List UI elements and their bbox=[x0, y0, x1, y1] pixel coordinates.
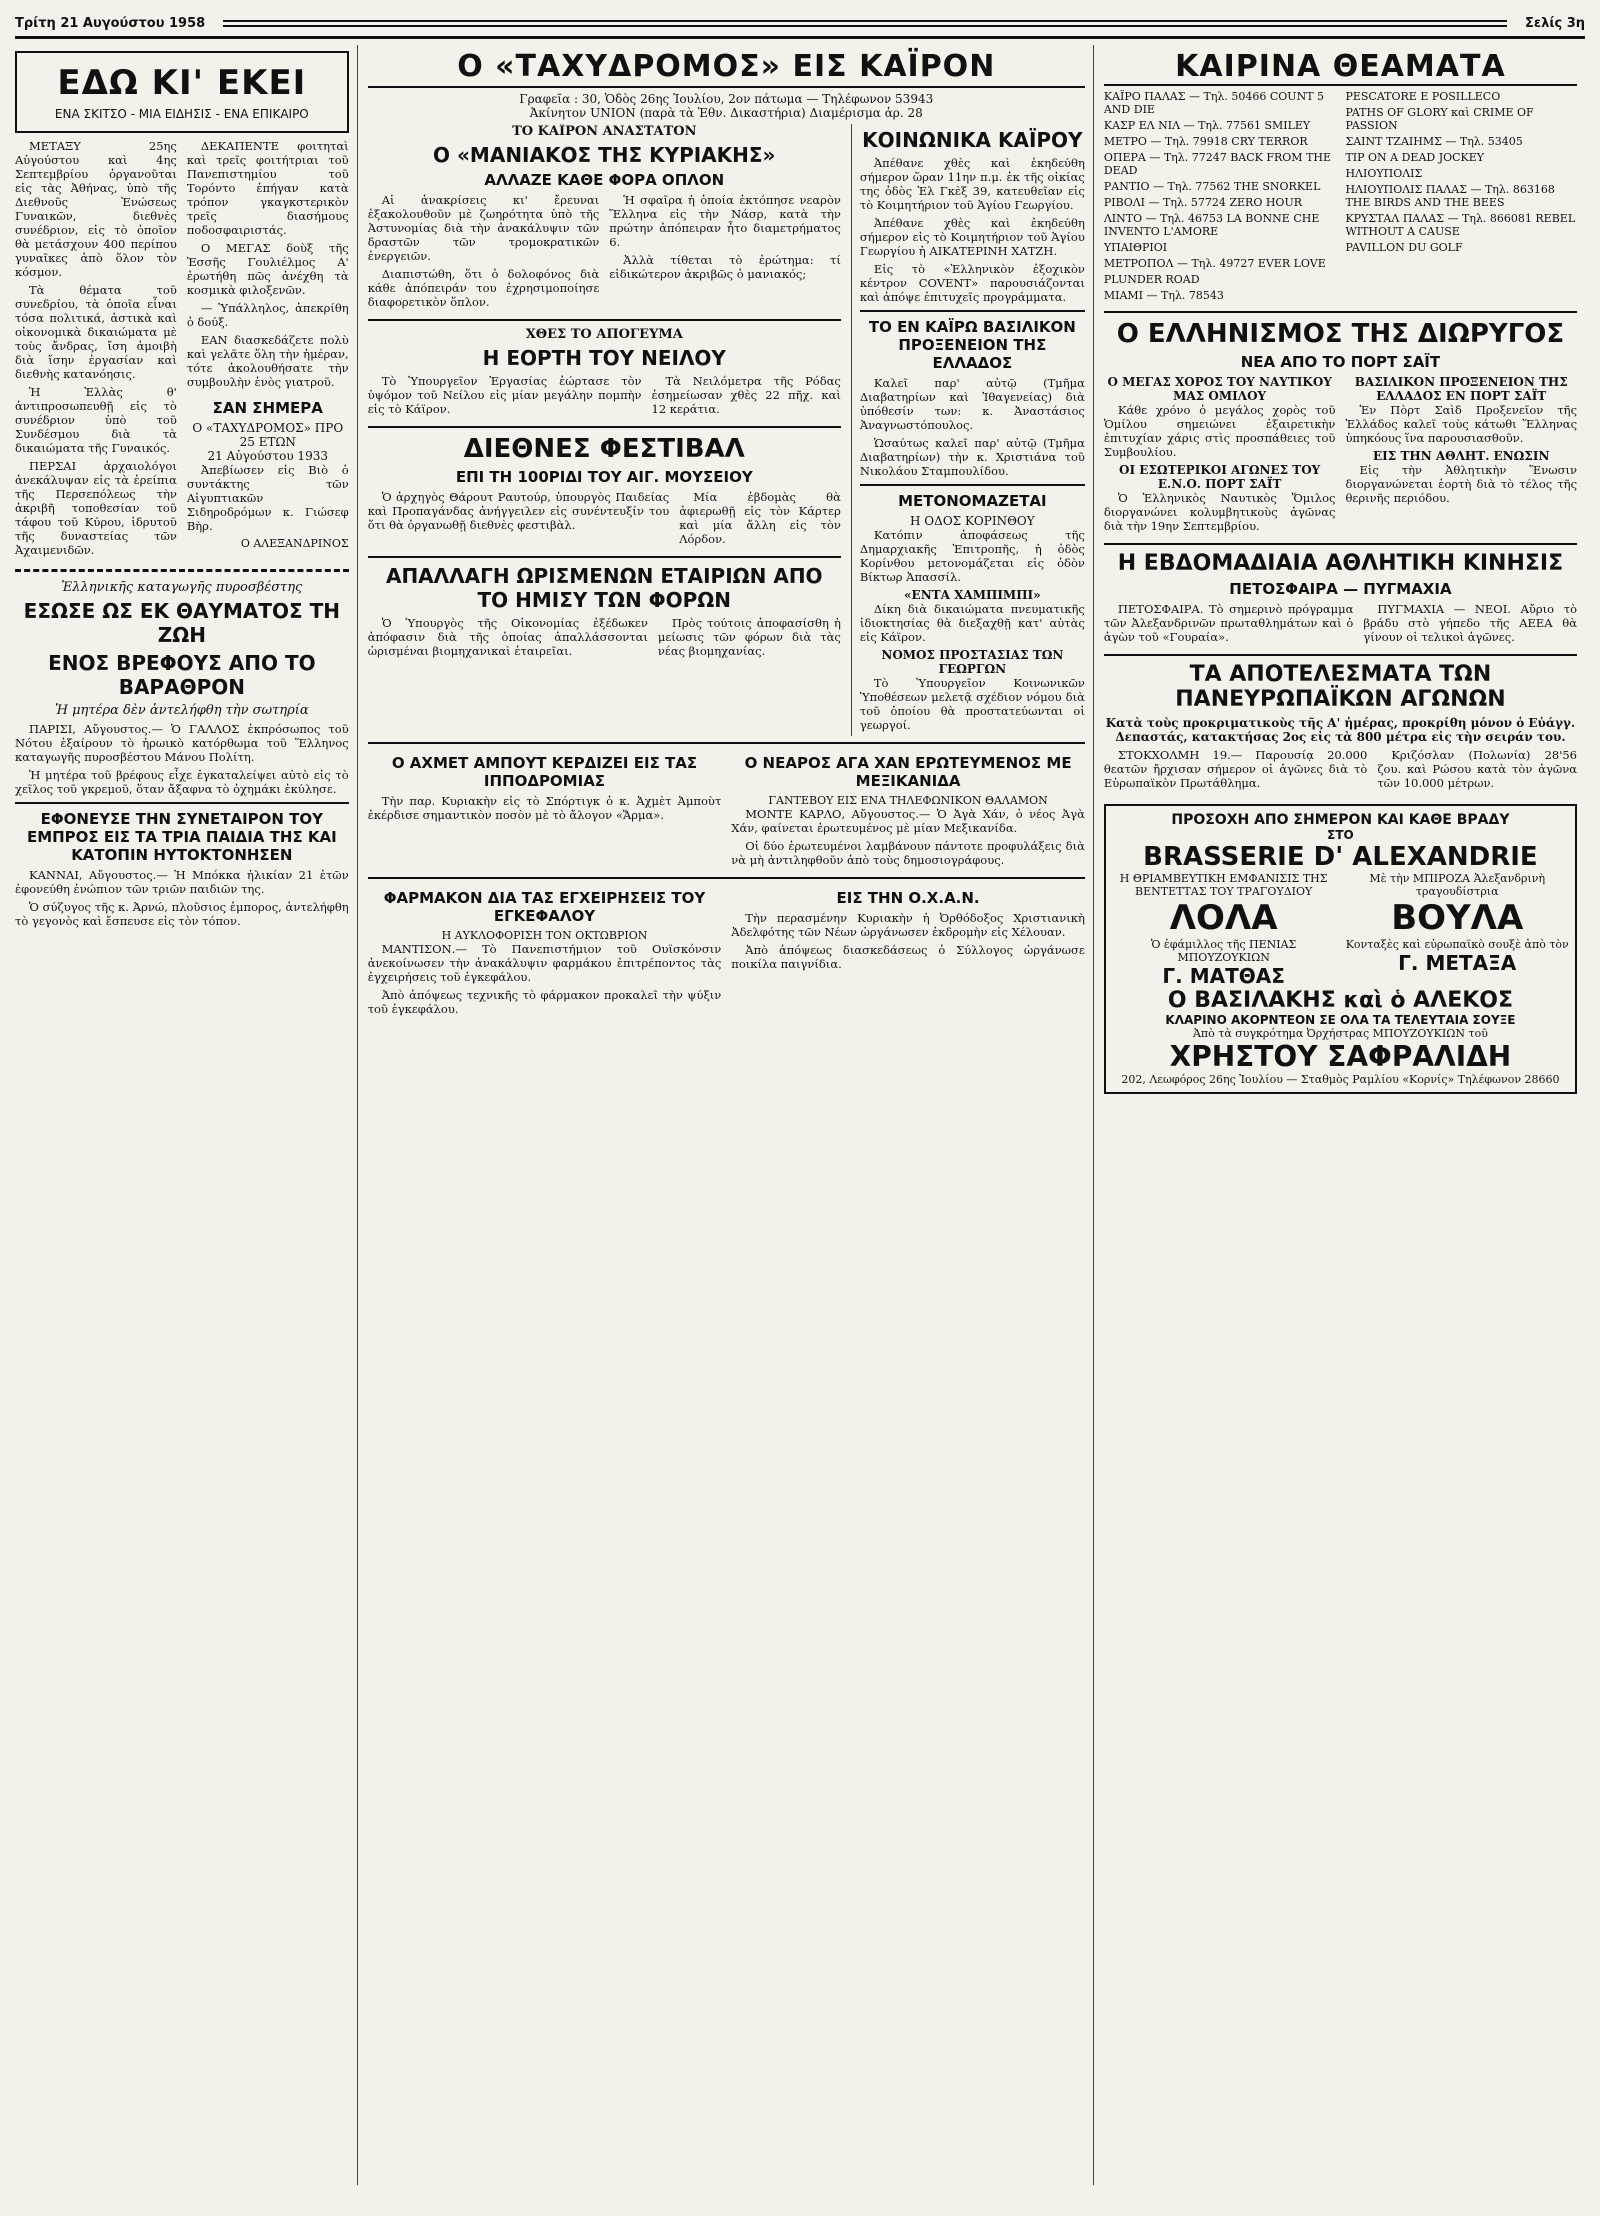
edo-subtitle: ΕΝΑ ΣΚΙΤΣΟ - ΜΙΑ ΕΙΔΗΣΙΣ - ΕΝΑ ΕΠΙΚΑΙΡΟ bbox=[54, 107, 309, 121]
cinema-listing: ΥΠΑΙΘΡΙΟΙ bbox=[1103, 241, 1168, 254]
taxydromos-address: Ἀκίνητον UNION (παρὰ τὰ Ἐθν. Δικαστήρια) Διαμέρισμα ἀρ. 28 bbox=[529, 106, 923, 120]
enosi-title: ΕΙΣ ΤΗΝ ΑΘΛΗΤ. ΕΝΩΣΙΝ bbox=[1373, 449, 1550, 463]
divider bbox=[860, 484, 1085, 486]
column-center bbox=[368, 45, 1094, 2185]
taxydromos-info: Γραφεῖα : 30, Ὁδὸς 26ης Ἰουλίου, 2ον πάτωμα — Τηλέφωνον 53943 bbox=[519, 92, 934, 106]
san-simera-signature: Ο ΑΛΕΞΑΝΔΡΙΝΟΣ bbox=[240, 537, 349, 550]
xthes-para: Τὰ Νειλόμετρα τῆς Ρόδας ἐσημείωσαν χθὲς 22 πῆχ. καὶ 12 κεράτια. bbox=[651, 374, 841, 416]
ad-r2: Κονταξὲς καὶ εὐρωπαϊκὸ σουξὲ ἀπὸ τὸν bbox=[1345, 938, 1569, 951]
metonom-subtitle: Η ΟΔΟΣ ΚΟΡΙΝΘΟΥ bbox=[910, 514, 1035, 528]
apallagi-para: Ὁ Ὑπουργὸς τῆς Οἰκονομίας ἐξέδωκεν ἀπόφασιν διὰ τῆς ὁποίας ἀπαλλάσσονται ὡρισμέναι βιομηχανικαὶ ἐταιρεῖαι. bbox=[367, 616, 648, 658]
cinema-listing: PESCATORE E POSILLECO bbox=[1345, 90, 1501, 103]
baby-subtitle: Ἡ μητέρα δὲν ἀντελήφθη τὴν σωτηρία bbox=[55, 703, 309, 718]
divider bbox=[368, 877, 1085, 879]
ad-address: 202, Λεωφόρος 26ης Ἰουλίου — Σταθμὸς Ραμλίου «Κορνίς» Τηλέφωνον 28660 bbox=[1121, 1073, 1560, 1086]
cinema-listing: ΚΑΣΡ ΕΛ ΝΙΛ — Τηλ. 77561 SMILEY bbox=[1103, 119, 1311, 132]
ad-top: ΠΡΟΣΟΧΗ ΑΠΟ ΣΗΜΕΡΟΝ ΚΑΙ ΚΑΘΕ ΒΡΑΔΥ bbox=[1171, 812, 1510, 828]
ad-klarino: ΚΛΑΡΙΝΟ ΑΚΟΡΝΤΕΟΝ ΣΕ ΟΛΑ ΤΑ ΤΕΛΕΥΤΑΙΑ ΣΟΥΞΕ bbox=[1165, 1013, 1516, 1027]
athlitiki-para: ΠΥΓΜΑΧΙΑ — ΝΕΟΙ. Αὔριο τὸ βράδυ στὸ γήπεδο τῆς ΑΕΕΑ θὰ γίνουν οἱ τελικοὶ ἀγῶνες. bbox=[1363, 602, 1577, 644]
issue-date: Τρίτη 21 Αυγούστου 1958 bbox=[15, 15, 206, 31]
divider bbox=[15, 569, 349, 572]
masthead bbox=[15, 10, 1585, 39]
baby-para: ΠΑΡΙΣΙ, Αὔγουστος.— Ὁ ΓΑΛΛΟΣ ἐκπρόσωπος τοῦ Νότου ἐξαίρουν τὸ ἡρωικὸ κατόρθωμα τοῦ Ἕλληνος καταγωγῆς πυροσβέστου Μάνου Πολίτη. bbox=[15, 722, 349, 764]
xthes-title: Η ΕΟΡΤΗ ΤΟΥ ΝΕΙΛΟΥ bbox=[482, 346, 726, 370]
ad-metaxas: Γ. ΜΕΤΑΞΑ bbox=[1398, 951, 1517, 975]
san-simera-sub: Ο «ΤΑΧΥΔΡΟΜΟΣ» ΠΡΟ 25 ΕΤΩΝ bbox=[192, 421, 344, 449]
apotelesmata-title: ΤΑ ΑΠΟΤΕΛΕΣΜΑΤΑ ΤΩΝ ΠΑΝΕΥΡΩΠΑΪΚΩΝ ΑΓΩΝΩΝ bbox=[1175, 662, 1506, 712]
edo-left-para: Τὰ θέματα τοῦ συνεδρίου, τὰ ὁποῖα εἶναι τόσα πολιτικά, ἀστικὰ καὶ οἰκονομικὰ δικαιώματα μὲ τοὺς ἄνδρας, ἴση ἀμοιβὴ διὰ ἴσην ἐργασίαν καὶ διεθνὴς κατανόησις. bbox=[15, 283, 177, 381]
maniakos-para: Ἀλλὰ τίθεται τὸ ἐρώτημα: τί εἰδικώτερον ἀκριβῶς ὁ μανιακός; bbox=[609, 253, 841, 281]
suicide-para: Ὁ σύζυγος τῆς κ. Ἀρνώ, πλοῦσιος ἐμπορος, ἀντελήφθη τὸ γεγονὸς καὶ ἔσπευσε εἰς τὸν τόπον. bbox=[15, 900, 349, 928]
koinonika-para: Ἀπέθανε χθὲς καὶ ἐκηδεύθη σήμερον ὥραν 11ην π.μ. ἐκ τῆς οἰκίας της ὁδὸς Ἐλ Γκὲξ 39, κατευθεῖαν εἰς τὸ Κοιμητήριον τοῦ Ἁγίου Γεωργίου. bbox=[859, 156, 1085, 212]
divider bbox=[368, 426, 841, 428]
festival-subtitle: ΕΠΙ ΤΗ 100ΡΙΔΙ ΤΟΥ ΑΙΓ. ΜΟΥΣΕΙΟΥ bbox=[455, 468, 753, 486]
festival-para: Μία ἑβδομὰς θὰ ἀφιερωθῇ εἰς τὸν Κάρτερ καὶ μία ἄλλη εἰς τὸν Λόρδον. bbox=[679, 490, 841, 546]
ad-l2: Ὁ ἐφάμιλλος τῆς ΠΕΝΙΑΣ ΜΠΟΥΖΟΥΚΙΩΝ bbox=[1150, 938, 1297, 964]
suicide-para: ΚΑΝΝΑΙ, Αὔγουστος.— Ἡ Μπόκκα ἠλικίαν 21 ἐτῶν ἐφονεύθη ἐνώπιον τῶν τριῶν παιδιῶν της. bbox=[15, 868, 349, 896]
masthead-rule bbox=[223, 20, 1507, 27]
edo-right-para: ΔΕΚΑΠΕΝΤΕ φοιτηταὶ καὶ τρεῖς φοιτήτριαι τοῦ Πανεπιστημίου τοῦ Τορόντο ἐπήγαν κατὰ τρόπον γκαγκστερικὸν τρεῖς διασήμους ποδοσφαιριστάς. bbox=[186, 139, 349, 237]
enta-title: «ΕΝΤΑ ΧΑΜΠΙΜΠΙ» bbox=[904, 588, 1041, 602]
apotelesmata-para: ΣΤΟΚΧΟΛΜΗ 19.— Παρουσίᾳ 20.000 θεατῶν ἤρχισαν σήμερον οἱ ἀγῶνες διὰ τὸ Εὐρωπαϊκὸν Πρωτάθλημα. bbox=[1103, 748, 1368, 790]
ellinismos-title: Ο ΕΛΛΗΝΙΣΜΟΣ ΤΗΣ ΔΙΩΡΥΓΟΣ bbox=[1116, 319, 1565, 349]
cinema-listing: ΚΡΥΣΤΑΛ ΠΑΛΑΣ — Τηλ. 866081 REBEL WITHOUT A CAUSE bbox=[1345, 212, 1576, 238]
koinonika-para: Ἀπέθανε χθὲς καὶ ἐκηδεύθη σήμερον εἰς τὸ Κοιμητήριον τοῦ Ἁγίου Γεωργίου ἡ ΑΙΚΑΤΕΡΙΝΗ ΧΑΤΖΗ. bbox=[859, 216, 1085, 258]
ad-r1: Μὲ τὴν ΜΠΙΡΟΖΑ Ἀλεξανδρινὴ τραγουδίστρια bbox=[1369, 872, 1546, 898]
ad-matthas: Γ. ΜΑΤΘΑΣ bbox=[1162, 964, 1285, 988]
san-simera-title: ΣΑΝ ΣΗΜΕΡΑ bbox=[212, 399, 323, 417]
basilikon-title: ΤΟ ΕΝ ΚΑΪΡΩ ΒΑΣΙΛΙΚΟΝ ΠΡΟΞΕΝΕΙΟΝ ΤΗΣ ΕΛΛΑΔΟΣ bbox=[868, 318, 1076, 372]
divider bbox=[15, 802, 349, 804]
brasserie-ad bbox=[1104, 804, 1577, 1094]
cinema-listing: MIAMI — Τηλ. 78543 bbox=[1103, 289, 1224, 302]
divider bbox=[1104, 311, 1577, 313]
ahmet-title: Ο ΑΧΜΕΤ ΑΜΠΟΥΤ ΚΕΡΔΙΖΕΙ ΕΙΣ ΤΑΣ ΙΠΠΟΔΡΟΜΙΑΣ bbox=[391, 754, 698, 790]
nomos-title: ΝΟΜΟΣ ΠΡΟΣΤΑΣΙΑΣ ΤΩΝ ΓΕΩΡΓΩΝ bbox=[881, 648, 1064, 676]
xthes-para: Τὸ Ὑπουργεῖον Ἐργασίας ἑώρτασε τὸν ὑψόμον τοῦ Νείλου εἰς μίαν μεγάλην πομπὴν εἰς τὸ Κάϊρον. bbox=[367, 374, 642, 416]
maniakos-para: Αἱ ἀνακρίσεις κι' ἔρευναι ἐξακολουθοῦν μὲ ζωηρότητα ὑπὸ τῆς Ἀστυνομίας διὰ τὴν ἀνακάλυψιν τῶν δραστῶν τῶν τρομοκρατικῶν ἐνεργειῶν. bbox=[367, 193, 600, 263]
enosi-para: Εἰς τὴν Ἀθλητικὴν Ἕνωσιν διοργανώνεται ἑορτὴ διὰ τὸ τέλος τῆς θερινῆς περιόδου. bbox=[1345, 463, 1578, 505]
nomos-para: Τὸ Ὑπουργεῖον Κοινωνικῶν Ὑποθέσεων μελετᾷ σχέδιον νόμου διὰ τοῦ ὁποίου θὰ προστατεύωνται οἱ γεωργοί. bbox=[859, 676, 1085, 732]
edo-right-para: Ο ΜΕΓΑΣ δοὺξ τῆς Ἐσσῆς Γουλιέλμος Α' ἐρωτήθη πῶς ἀνέχθη τὰ κοσμικὰ φιλοξενῶν. bbox=[186, 241, 349, 297]
festival-para: Ὁ ἀρχηγὸς Θάρουτ Ραυτούρ, ὑπουργὸς Παιδείας καὶ Προπαγάνδας ἀνήγγειλεν εἰς συνέντευξίν του ὅτι θὰ ὀργανωθῇ διεθνὲς φεστιβὰλ. bbox=[367, 490, 670, 532]
maniakos-kicker: ΤΟ ΚΑΪΡΟΝ ΑΝΑΣΤΑΤΟΝ bbox=[512, 124, 697, 139]
alykhan-title: Ο ΝΕΑΡΟΣ ΑΓΑ ΧΑΝ ΕΡΩΤΕΥΜΕΝΟΣ ΜΕ ΜΕΞΙΚΑΝΙΔΑ bbox=[744, 754, 1072, 790]
cinema-listing: ΡΑΝΤΙΟ — Τηλ. 77562 THE SNORKEL bbox=[1103, 180, 1321, 193]
metonom-title: ΜΕΤΟΝΟΜΑΖΕΤΑΙ bbox=[898, 492, 1047, 510]
alykhan-para: ΜΟΝΤΕ ΚΑΡΛΟ, Αὔγουστος.— Ὁ Ἀγὰ Χάν, ὁ νέος Ἀγὰ Χάν, φαίνεται ἐρωτευμένος μὲ μίαν Μεξικανίδα. bbox=[731, 807, 1085, 835]
column-right bbox=[1104, 45, 1585, 2185]
divider bbox=[368, 556, 841, 558]
ad-sto: ΣΤΟ bbox=[1327, 828, 1354, 842]
maniakos-subtitle: ΑΛΛΑΖΕ ΚΑΘΕ ΦΟΡΑ ΟΠΛΟΝ bbox=[484, 171, 725, 189]
maniakos-title: Ο «ΜΑΝΙΑΚΟΣ ΤΗΣ ΚΥΡΙΑΚΗΣ» bbox=[433, 143, 776, 167]
divider bbox=[1104, 543, 1577, 545]
ahmet-para: Τὴν παρ. Κυριακὴν εἰς τὸ Σπόρτιγκ ὁ κ. Ἀχμὲτ Ἀμποὺτ ἐκέρδισε σημαντικὸν ποσὸν μὲ τὸ ἄλογον «Ἄρμα». bbox=[367, 794, 722, 822]
baby-para: Ἡ μητέρα τοῦ βρέφους εἶχε ἐγκαταλείψει αὐτὸ εἰς τὸ χεῖλος τοῦ γκρεμοῦ, ὅταν ἄξαφνα τὸ ὀχημάκι ἐκύλησε. bbox=[15, 768, 349, 796]
agones-title: ΟΙ ΕΣΩΤΕΡΙΚΟΙ ΑΓΩΝΕΣ ΤΟΥ Ε.Ν.Ο. ΠΟΡΤ ΣΑΪΤ bbox=[1119, 463, 1321, 491]
cinema-listing: TIP ON A DEAD JOCKEY bbox=[1345, 151, 1485, 164]
maniakos-para: Διαπιστώθη, ὅτι ὁ δολοφόνος διὰ κάθε ἀπόπειράν του ἐχρησιμοποίησε διαφορετικὸν ὅπλον. bbox=[367, 267, 600, 309]
cinema-listing: PLUNDER ROAD bbox=[1103, 273, 1200, 286]
farmakon-para: ΜΑΝΤΙΣΟΝ.— Τὸ Πανεπιστήμιον τοῦ Ουϊσκόνσιν ἀνεκοίνωσεν τὴν ἀνακάλυψιν φαρμάκου ἐπιτρέποντος τὰς ἐγχειρήσεις τοῦ ἐγκεφάλου. bbox=[367, 942, 722, 984]
baby-kicker: Ἑλληνικῆς καταγωγῆς πυροσβέστης bbox=[61, 580, 303, 595]
baby-title: ΕΣΩΣΕ ΩΣ ΕΚ ΘΑΥΜΑΤΟΣ ΤΗ ΖΩΗ bbox=[23, 599, 341, 647]
suicide-title: ΕΦΟΝΕΥΣΕ ΤΗΝ ΣΥΝΕΤΑΙΡΟΝ ΤΟΥ ΕΜΠΡΟΣ ΕΙΣ ΤΑ ΤΡΙΑ ΠΑΙΔΙΑ ΤΗΣ ΚΑΙ ΚΑΤΟΠΙΝ ΗΥΤΟΚΤΟΝΗΣΕΝ bbox=[26, 810, 337, 864]
ad-lola: ΛΟΛΑ bbox=[1169, 898, 1278, 938]
san-simera-text: Ἀπεβίωσεν εἰς Βιὸ ὁ συντάκτης τῶν Αἰγυπτιακῶν Σιδηροδρόμων κ. Γιώσεφ Βὴρ. bbox=[186, 463, 349, 533]
ad-brasserie-name: BRASSERIE D' ALEXANDRIE bbox=[1143, 842, 1538, 872]
athlitiki-para: ΠΕΤΟΣΦΑΙΡΑ. Τὸ σημερινὸ πρόγραμμα τῶν Ἀλεξανδρινῶν πρωταθλημάτων καὶ ὁ ἀγὼν τοῦ «Γουραία». bbox=[1103, 602, 1354, 644]
apotelesmata-subtitle: Κατὰ τοὺς προκριματικοὺς τῆς Α' ἡμέρας, προκρίθη μόνον ὁ Εὐάγγ. Δεπαστάς, κατακτήσας 2ος εἰς τὰ 800 μέτρα εἰς τὴν σειράν του. bbox=[1105, 716, 1576, 744]
kairina-listings-left bbox=[1104, 90, 1336, 305]
basilikon-para: Καλεῖ παρ' αὐτῷ (Τμῆμα Διαβατηρίων καὶ Ἰθαγενείας) διὰ ὑπόθεσίν των: κ. Ἀναστάσιος Ἀναγνωστόπουλος. bbox=[859, 376, 1085, 432]
alykhan-subtitle: ΓΑΝΤΕΒΟΥ ΕΙΣ ΕΝΑ ΤΗΛΕΦΩΝΙΚΟΝ ΘΑΛΑΜΟΝ bbox=[768, 794, 1048, 807]
oxan-para: Ἀπὸ ἀπόψεως διασκεδάσεως ὁ Σύλλογος ὠργάνωσε ποικίλα παιγνίδια. bbox=[731, 943, 1085, 971]
divider bbox=[1104, 654, 1577, 656]
choros-title: Ο ΜΕΓΑΣ ΧΟΡΟΣ ΤΟΥ ΝΑΥΤΙΚΟΥ ΜΑΣ ΟΜΙΛΟΥ bbox=[1107, 375, 1332, 403]
athlitiki-title: Η ΕΒΔΟΜΑΔΙΑΙΑ ΑΘΛΗΤΙΚΗ ΚΙΝΗΣΙΣ bbox=[1117, 551, 1564, 576]
athlitiki-subtitle: ΠΕΤΟΣΦΑΙΡΑ — ΠΥΓΜΑΧΙΑ bbox=[1229, 580, 1452, 598]
edo-left-para: ΜΕΤΑΞΥ 25ης Αὐγούστου καὶ 4ης Σεπτεμβρίου ὀργανοῦται εἰς τὰς Ἀθήνας, ὑπὸ τῆς Διεθνοῦς Ἑνώσεως Γυναικῶν, διεθνὲς συνέδριον, εἰς τὸ ὁποῖον θὰ μετάσχουν 400 περίπου γυναῖκες ἀπὸ ὅλον τὸν κόσμον. bbox=[15, 139, 177, 279]
edo-box bbox=[15, 51, 349, 133]
kairina-listings-right bbox=[1345, 90, 1577, 305]
edo-right-para: — Ὑπάλληλος, ἀπεκρίθη ὁ δούξ. bbox=[186, 301, 349, 329]
cinema-listing: ΜΕΤΡΟΠΟΛ — Τηλ. 49727 EVER LOVE bbox=[1103, 257, 1326, 270]
koinonika-title: ΚΟΙΝΩΝΙΚΑ ΚΑΪΡΟΥ bbox=[862, 128, 1083, 152]
edo-left-para: Ἡ Ἑλλὰς θ' ἀντιπροσωπευθῇ εἰς τὸ συνέδριον ὑπὸ τοῦ Συνδέσμου διὰ τὰ δικαιώματα τῆς Γυναικός. bbox=[15, 385, 177, 455]
edo-left-para: ΠΕΡΣΑΙ ἀρχαιολόγοι ἀνεκάλυψαν εἰς τὰ ἐρείπια τῆς Περσεπόλεως τὴν ἀκριβῆ τοποθεσίαν τοῦ τάφου τοῦ Κύρου, ἱδρυτοῦ τῆς δυναστείας τῶν Ἀχαιμενιδῶν. bbox=[15, 459, 177, 557]
cinema-listing: ΣΑΙΝΤ ΤΖΑΙΗΜΣ — Τηλ. 53405 bbox=[1345, 135, 1523, 148]
farmakon-subtitle: Η ΑΥΚΛΟΦΟΡΙΣΗ ΤΟΝ ΟΚΤΩΒΡΙΟΝ bbox=[441, 929, 648, 942]
proxeneio-para: Ἐν Πὸρτ Σαὶδ Προξενεῖον τῆς Ἑλλάδος καλεῖ τοὺς κάτωθι Ἕλληνας ὑπηκόους ἵνα παρουσιασθοῦν. bbox=[1345, 403, 1578, 445]
xthes-kicker: ΧΘΕΣ ΤΟ ΑΠΟΓΕΥΜΑ bbox=[525, 327, 683, 342]
cinema-listing: ΟΠΕΡΑ — Τηλ. 77247 BACK FROM THE DEAD bbox=[1103, 151, 1332, 177]
taxydromos-title: Ο «ΤΑΧΥΔΡΟΜΟΣ» ΕΙΣ ΚΑΪΡΟΝ bbox=[368, 49, 1085, 88]
maniakos-para: Ἡ σφαῖρα ἡ ὁποία ἐκτόπησε νεαρὸν Ἕλληνα εἰς τὴν Νάσρ, κατὰ τὴν πρώτην ἀπόπειραν ἦτο διαμετρήματος 6. bbox=[609, 193, 841, 249]
edo-title: ΕΔΩ ΚΙ' ΕΚΕΙ bbox=[57, 63, 307, 103]
cinema-listing: ΜΕΤΡΟ — Τηλ. 79918 CRY TERROR bbox=[1103, 135, 1308, 148]
san-simera-date: 21 Αὐγούστου 1933 bbox=[207, 449, 328, 463]
ad-voula: ΒΟΥΛΑ bbox=[1391, 898, 1524, 938]
farmakon-para: Ἀπὸ ἀπόψεως τεχνικῆς τὸ φάρμακον προκαλεῖ τὴν ψύξιν τοῦ ἐγκεφάλου. bbox=[367, 988, 722, 1016]
newspaper-page bbox=[15, 10, 1585, 2190]
apallagi-title: ΑΠΑΛΛΑΓΗ ΩΡΙΣΜΕΝΩΝ ΕΤΑΙΡΙΩΝ ΑΠΟ ΤΟ ΗΜΙΣΥ ΤΩΝ ΦΟΡΩΝ bbox=[385, 564, 823, 612]
basilikon-para: Ὡσαύτως καλεῖ παρ' αὐτῷ (Τμῆμα Διαβατηρίων) τὴν κ. Χριστιάνα τοῦ Νικολάου Σταμπουλίδου. bbox=[859, 436, 1085, 478]
apallagi-para: Πρὸς τούτοις ἀποφασίσθη ἡ μείωσις τῶν φόρων διὰ τὰς νέας βιομηχανίας. bbox=[657, 616, 841, 658]
cinema-listing: ΛΙΝΤΟ — Τηλ. 46753 LA BONNE CHE INVENTO L'AMORE bbox=[1103, 212, 1320, 238]
ad-xristos: ΧΡΗΣΤΟΥ ΣΑΦΡΑΛΙΔΗ bbox=[1169, 1040, 1512, 1073]
divider bbox=[368, 319, 841, 321]
metonom-para: Κατόπιν ἀποφάσεως τῆς Δημαρχιακῆς Ἐπιτροπῆς, ἡ ὁδὸς Κορίνθου μετονομάζεται εἰς ὁδὸν Βίκτωρ Ἀπασσίλ. bbox=[859, 528, 1085, 584]
cinema-listing: PAVILLON DU GOLF bbox=[1345, 241, 1463, 254]
cinema-listing: ΡΙΒΟΛΙ — Τηλ. 57724 ZERO HOUR bbox=[1103, 196, 1303, 209]
divider bbox=[368, 742, 1085, 744]
divider bbox=[860, 310, 1085, 312]
cinema-listing: PATHS OF GLORY καὶ CRIME OF PASSION bbox=[1345, 106, 1534, 132]
page-number: Σελίς 3η bbox=[1525, 15, 1585, 31]
ellinismos-subtitle: ΝΕΑ ΑΠΟ ΤΟ ΠΟΡΤ ΣΑΪΤ bbox=[1240, 353, 1441, 371]
festival-title: ΔΙΕΘΝΕΣ ΦΕΣΤΙΒΑΛ bbox=[463, 434, 745, 464]
apotelesmata-para: Κριζόσλαν (Πολωνία) 28'56 ζου. καὶ Ρώσου κατὰ τὸν ἀγῶνα τῶν 10.000 μέτρων. bbox=[1377, 748, 1577, 790]
alykhan-para: Οἱ δύο ἐρωτευμένοι λαμβάνουν πάντοτε προφυλάξεις διὰ νὰ μὴ ἀντιληφθοῦν ἀπὸ τοὺς δημοσιογράφους. bbox=[731, 839, 1085, 867]
proxeneio-title: ΒΑΣΙΛΙΚΟΝ ΠΡΟΞΕΝΕΙΟΝ ΤΗΣ ΕΛΛΑΔΟΣ ΕΝ ΠΟΡΤ ΣΑΪΤ bbox=[1354, 375, 1568, 403]
koinonika-para: Εἰς τὸ «Ἑλληνικὸν ἐξοχικὸν κέντρον COVENT» παρουσιάζονται καὶ ἀπόψε ἐπιτυχεῖς προγράμματα. bbox=[859, 262, 1085, 304]
kairina-title: ΚΑΙΡΙΝΑ ΘΕΑΜΑΤΑ bbox=[1104, 49, 1577, 86]
cinema-listing: ΗΛΙΟΥΠΟΛΙΣ bbox=[1345, 167, 1423, 180]
cinema-listing: ΗΛΙΟΥΠΟΛΙΣ ΠΑΛΑΣ — Τηλ. 863168 THE BIRDS AND THE BEES bbox=[1345, 183, 1555, 209]
ad-orchestra: Ἀπὸ τὰ συγκρότημα Ὀρχήστρας ΜΠΟΥΖΟΥΚΙΩΝ τοῦ bbox=[1192, 1027, 1488, 1040]
farmakon-title: ΦΑΡΜΑΚΟΝ ΔΙΑ ΤΑΣ ΕΓΧΕΙΡΗΣΕΙΣ ΤΟΥ ΕΓΚΕΦΑΛΟΥ bbox=[383, 889, 706, 925]
oxan-title: ΕΙΣ ΤΗΝ Ο.Χ.Α.Ν. bbox=[836, 889, 980, 907]
baby-title-2: ΕΝΟΣ ΒΡΕΦΟΥΣ ΑΠΟ ΤΟ ΒΑΡΑΘΡΟΝ bbox=[48, 651, 316, 699]
ad-vasilakis: Ο ΒΑΣΙΛΑΚΗΣ καὶ ὁ ΑΛΕΚΟΣ bbox=[1167, 988, 1514, 1013]
oxan-para: Τὴν περασμένην Κυριακὴν ἡ Ὀρθόδοξος Χριστιανικὴ Ἀδελφότης τῶν Νέων ὠργάνωσεν ἐκδρομὴν εἰς Χέλουαν. bbox=[731, 911, 1085, 939]
cinema-listing: ΚΑΪΡΟ ΠΑΛΑΣ — Τηλ. 50466 COUNT 5 AND DIE bbox=[1103, 90, 1325, 116]
edo-right-para: ΕΑΝ διασκεδάζετε πολὺ καὶ γελᾶτε ὅλη τὴν ἡμέραν, τότε ἀκολουθήσατε τὴν συμβουλὴν ἑνὸς γιατροῦ. bbox=[186, 333, 349, 389]
ad-l1: Η ΘΡΙΑΜΒΕΥΤΙΚΗ ΕΜΦΑΝΙΣΙΣ ΤΗΣ ΒΕΝΤΕΤΤΑΣ ΤΟΥ ΤΡΑΓΟΥΔΙΟΥ bbox=[1119, 872, 1328, 898]
choros-para: Κάθε χρόνο ὁ μεγάλος χορὸς τοῦ Ὁμίλου σημειώνει ἐξαιρετικὴν ἐπιτυχίαν χάρις στὶς προσπάθειες τοῦ Συμβουλίου. bbox=[1103, 403, 1336, 459]
column-left bbox=[15, 45, 358, 2185]
enta-para: Δίκη διὰ δικαιώματα πνευματικῆς ἰδιοκτησίας θὰ διεξαχθῇ κατ' αὐτὰς εἰς Κάϊρον. bbox=[859, 602, 1085, 644]
agones-para: Ὁ Ἑλληνικὸς Ναυτικὸς Ὅμιλος διοργανώνει κολυμβητικοὺς ἀγῶνας διὰ τὴν 19ην Σεπτεμβρίου. bbox=[1103, 491, 1336, 533]
